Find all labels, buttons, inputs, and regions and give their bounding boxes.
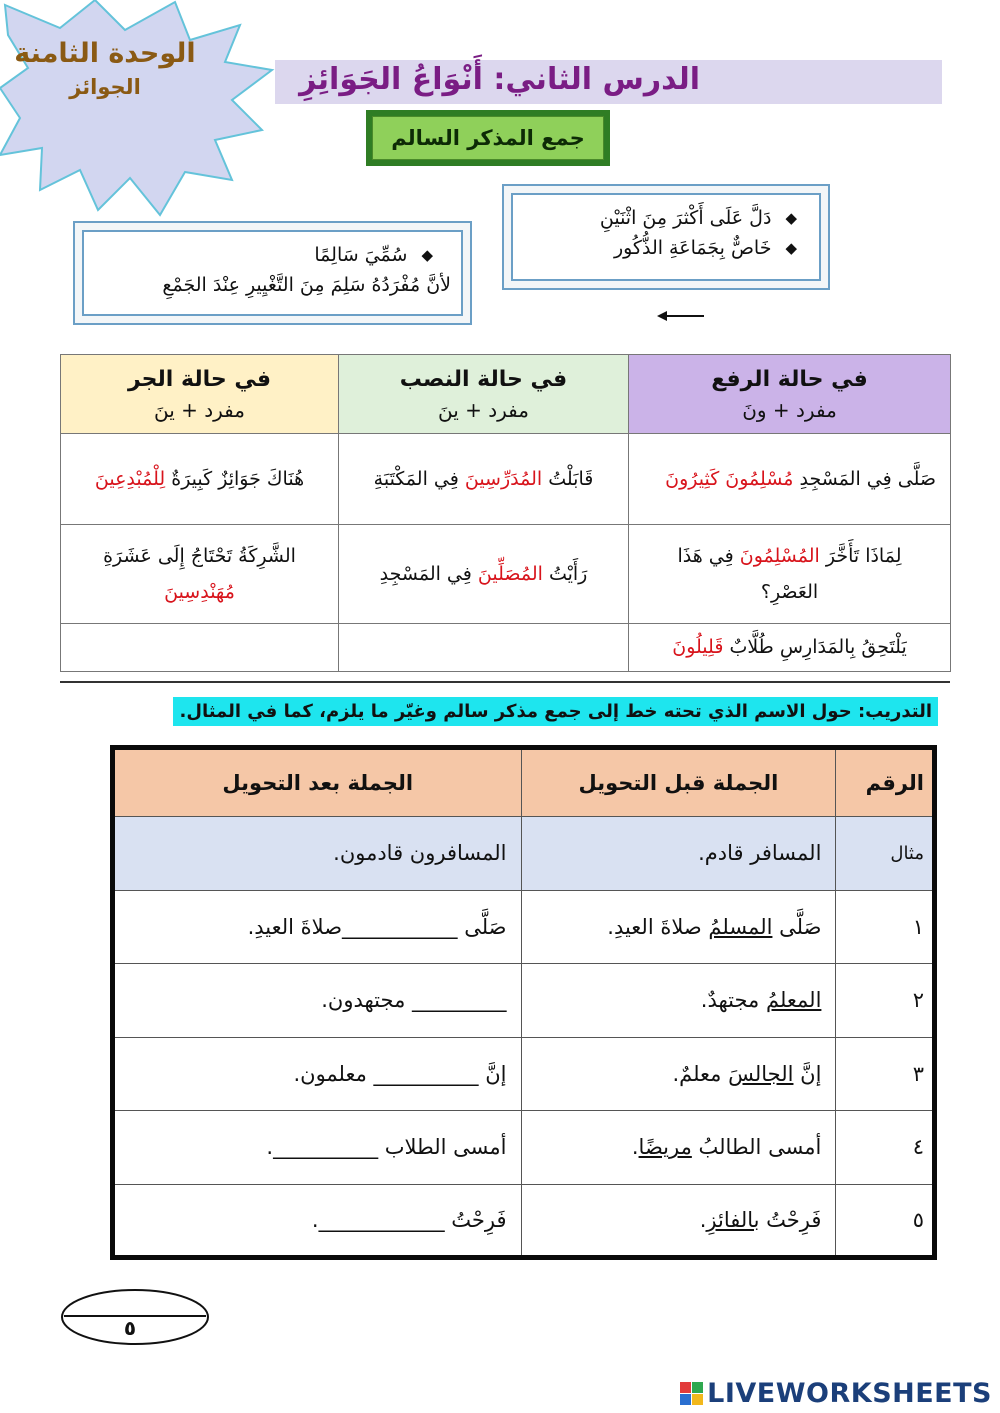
diamond-bullet-icon: ◆: [785, 239, 797, 257]
header-before: الجملة قبل التحويل: [521, 748, 836, 817]
starburst-badge: [0, 0, 275, 230]
grammar-cases-table: [60, 354, 951, 672]
table-header-row: [61, 355, 951, 434]
row-number: ١: [836, 890, 935, 964]
unit-subtitle: الجوائز: [69, 75, 141, 99]
row-number: ٤: [836, 1111, 935, 1185]
answer-field[interactable]: _________ مجتهدون.: [113, 964, 522, 1038]
row-number: ٣: [836, 1037, 935, 1111]
definition-item: ◆ دَلَّ عَلَى أَكْثرَ مِنَ اثْنَيْنِ: [599, 207, 797, 229]
exercise-instruction: التدريب: حول الاسم الذي تحته خط إلى جمع مذكر سالم وغيّر ما يلزم، كما في المثال.: [173, 697, 938, 726]
header-after: الجملة بعد التحويل: [113, 748, 522, 817]
example-cell: هُنَاكَ جَوَائِزٌ كَبِيرَةٌ لِلْمُبْدِعِينَ: [61, 434, 339, 525]
sentence-before: المعلمُ مجتهدٌ.: [521, 964, 836, 1038]
unit-title: الوحدة الثامنة: [14, 38, 196, 69]
example-row: [113, 817, 935, 891]
section-divider: [60, 681, 950, 683]
table-row: [113, 964, 935, 1038]
header-accusative: في حالة النصب مفرد + ينَ: [339, 355, 629, 434]
lesson-title: الدرس الثاني: أَنْوَاعُ الجَوَائِزِ: [299, 62, 700, 97]
definition-box: [502, 184, 830, 290]
definition-item: ◆ خَاصٌّ بِجَمَاعَةِ الذُّكُور: [613, 237, 797, 259]
sentence-before: المسافر قادم.: [521, 817, 836, 891]
naming-item: ◆ سُمِّيَ سَالِمًا: [314, 244, 433, 266]
diamond-bullet-icon: ◆: [785, 209, 797, 227]
sentence-before: صَلَّى المسلمُ صلاةَ العيدِ.: [521, 890, 836, 964]
definition-box-inner: [511, 193, 821, 281]
left-arrow-icon: [657, 308, 705, 324]
answer-field[interactable]: فَرِحْتُ ____________.: [113, 1184, 522, 1258]
row-number: ٢: [836, 964, 935, 1038]
example-cell: الشَّرِكَةُ تَحْتَاجُ إِلَى عَشَرَةِ مُهَنْدِسِينَ: [61, 525, 339, 624]
header-number: الرقم: [836, 748, 935, 817]
header-nominative: في حالة الرفع مفرد + ونَ: [629, 355, 951, 434]
empty-cell: [339, 624, 629, 672]
example-cell: يَلْتَحِقُ بِالمَدَارِسِ طُلَّابٌ قَلِيلُونَ: [629, 624, 951, 672]
answer-field[interactable]: أمسى الطلاب __________.: [113, 1111, 522, 1185]
answer-field[interactable]: إنَّ __________ معلمون.: [113, 1037, 522, 1111]
table-row: [61, 525, 951, 624]
answer-field[interactable]: صَلَّى ___________صلاةَ العيدِ.: [113, 890, 522, 964]
unit-label: [0, 38, 210, 99]
table-header-row: [113, 748, 935, 817]
sentence-before: أمسى الطالبُ مريضًا.: [521, 1111, 836, 1185]
example-cell: صَلَّى فِي المَسْجِدِ مُسْلِمُونَ كَثِيرُونَ: [629, 434, 951, 525]
page-number: ٥: [123, 1316, 137, 1340]
table-row: [113, 1037, 935, 1111]
topic-label: جمع المذكر السالم: [372, 116, 604, 160]
header-genitive: في حالة الجر مفرد + ينَ: [61, 355, 339, 434]
sentence-after: المسافرون قادمون.: [113, 817, 522, 891]
naming-reason: لأنَّ مُفْرَدُهُ سَلِمَ مِنَ التَّغْيِيرِ عِنْدَ الجَمْعِ: [162, 274, 451, 296]
table-row: [113, 1111, 935, 1185]
table-row: [61, 624, 951, 672]
example-cell: لِمَاذَا تَأَخَّرَ المُسْلِمُونَ فِي هَذَا العَصْرِ؟: [629, 525, 951, 624]
sentence-before: فَرِحْتُ بالفائزِ.: [521, 1184, 836, 1258]
table-row: [113, 1184, 935, 1258]
row-number: مثال: [836, 817, 935, 891]
sentence-before: إنَّ الجالسَ معلمٌ.: [521, 1037, 836, 1111]
row-number: ٥: [836, 1184, 935, 1258]
example-cell: رَأَيْتُ المُصَلِّينَ فِي المَسْجِدِ: [339, 525, 629, 624]
table-row: [113, 890, 935, 964]
example-cell: قَابَلْتُ المُدَرِّسِينَ فِي المَكْتَبَةِ: [339, 434, 629, 525]
naming-reason-box: [73, 221, 472, 325]
brand-mark-icon: [680, 1382, 703, 1405]
empty-cell: [61, 624, 339, 672]
table-row: [61, 434, 951, 525]
naming-reason-box-inner: [82, 230, 463, 316]
diamond-bullet-icon: ◆: [421, 246, 433, 264]
exercise-table: [110, 745, 937, 1260]
brand-logo: LIVEWORKSHEETS: [680, 1378, 992, 1409]
